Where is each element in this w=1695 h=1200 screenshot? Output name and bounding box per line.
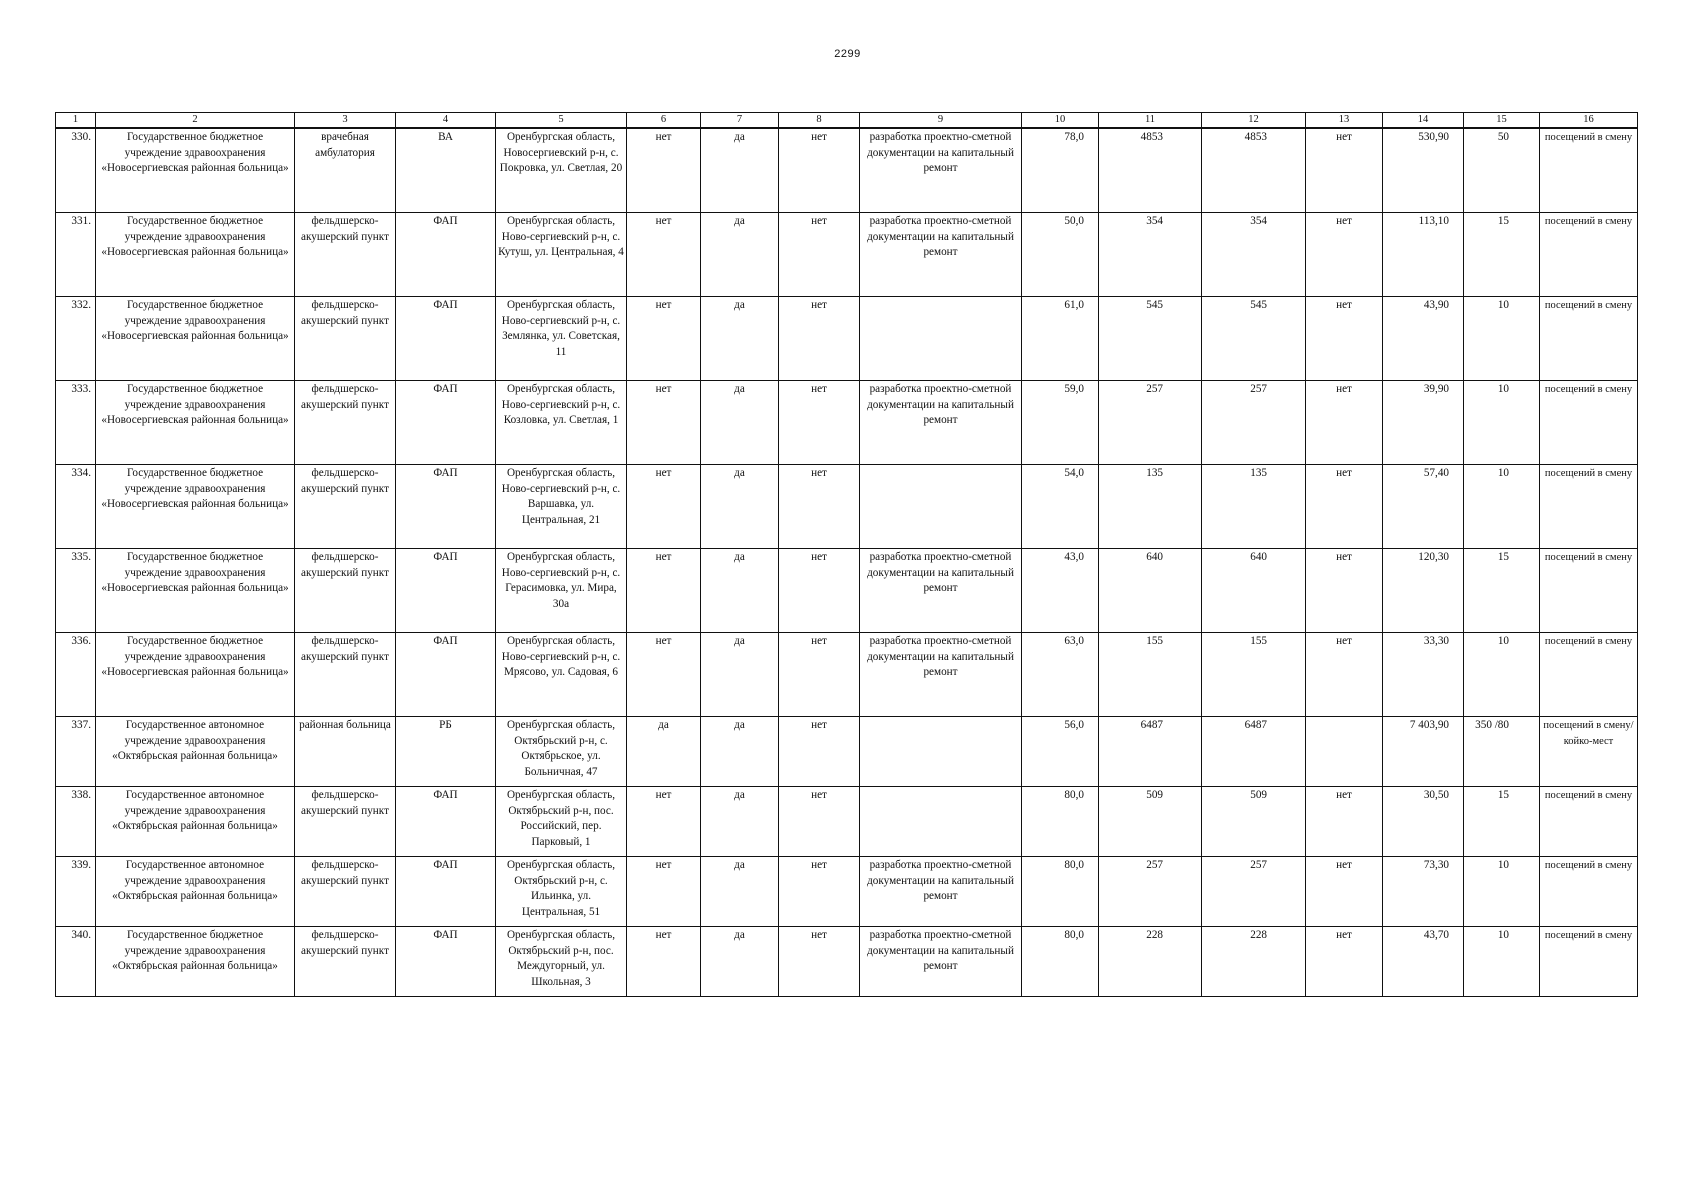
table-row bbox=[56, 633, 1638, 717]
address-cell: Оренбургская область, Октябрьский р-н, с. Ильинка, ул. Центральная, 51 bbox=[496, 857, 627, 927]
page-number: 2299 bbox=[834, 48, 861, 60]
area-cell: 54,0 bbox=[1022, 465, 1099, 549]
column-13-cell: нет bbox=[1306, 297, 1383, 381]
address-cell: Оренбургская область, Ново-сергиевский р-н, с. Землянка, ул. Советская, 11 bbox=[496, 297, 627, 381]
column-13-cell: нет bbox=[1306, 128, 1383, 213]
column-11-cell: 509 bbox=[1099, 787, 1202, 857]
capacity-cell: 10 bbox=[1464, 857, 1540, 927]
column-8-cell: нет bbox=[779, 465, 860, 549]
column-header: 12 bbox=[1202, 113, 1306, 129]
column-13-cell: нет bbox=[1306, 549, 1383, 633]
column-7-cell: да bbox=[701, 128, 779, 213]
column-12-cell: 545 bbox=[1202, 297, 1306, 381]
column-8-cell: нет bbox=[779, 213, 860, 297]
area-cell: 43,0 bbox=[1022, 549, 1099, 633]
row-number-cell: 335. bbox=[56, 549, 96, 633]
column-11-cell: 354 bbox=[1099, 213, 1202, 297]
column-header: 10 bbox=[1022, 113, 1099, 129]
column-8-cell: нет bbox=[779, 549, 860, 633]
organization-cell: Государственное автономное учреждение здравоохранения «Октябрьская районная больница» bbox=[96, 717, 295, 787]
column-8-cell: нет bbox=[779, 128, 860, 213]
address-cell: Оренбургская область, Ново-сергиевский р-н, с. Козловка, ул. Светлая, 1 bbox=[496, 381, 627, 465]
address-cell: Оренбургская область, Ново-сергиевский р-н, с. Герасимовка, ул. Мира, 30а bbox=[496, 549, 627, 633]
row-number-cell: 334. bbox=[56, 465, 96, 549]
column-7-cell: да bbox=[701, 717, 779, 787]
organization-cell: Государственное автономное учреждение здравоохранения «Октябрьская районная больница» bbox=[96, 787, 295, 857]
column-9-cell: разработка проектно-сметной документации на капитальный ремонт bbox=[860, 213, 1022, 297]
table-row bbox=[56, 549, 1638, 633]
capacity-unit-cell: посещений в смену bbox=[1540, 128, 1638, 213]
row-number-cell: 339. bbox=[56, 857, 96, 927]
facility-abbreviation-cell: ФАП bbox=[396, 633, 496, 717]
column-8-cell: нет bbox=[779, 633, 860, 717]
column-8-cell: нет bbox=[779, 381, 860, 465]
capacity-cell: 10 bbox=[1464, 297, 1540, 381]
column-7-cell: да bbox=[701, 787, 779, 857]
column-6-cell: да bbox=[627, 717, 701, 787]
amount-cell: 7 403,90 bbox=[1383, 717, 1464, 787]
facility-abbreviation-cell: ФАП bbox=[396, 927, 496, 997]
table-row bbox=[56, 465, 1638, 549]
capacity-cell: 10 bbox=[1464, 927, 1540, 997]
organization-cell: Государственное бюджетное учреждение здравоохранения «Новосергиевская районная больница» bbox=[96, 297, 295, 381]
column-13-cell: нет bbox=[1306, 927, 1383, 997]
facility-registry-table bbox=[55, 112, 1638, 997]
capacity-unit-cell: посещений в смену bbox=[1540, 633, 1638, 717]
column-8-cell: нет bbox=[779, 857, 860, 927]
table-row bbox=[56, 857, 1638, 927]
column-9-cell: разработка проектно-сметной документации на капитальный ремонт bbox=[860, 549, 1022, 633]
column-9-cell: разработка проектно-сметной документации на капитальный ремонт bbox=[860, 128, 1022, 213]
address-cell: Оренбургская область, Новосергиевский р-н, с. Покровка, ул. Светлая, 20 bbox=[496, 128, 627, 213]
column-12-cell: 6487 bbox=[1202, 717, 1306, 787]
area-cell: 59,0 bbox=[1022, 381, 1099, 465]
amount-cell: 113,10 bbox=[1383, 213, 1464, 297]
amount-cell: 33,30 bbox=[1383, 633, 1464, 717]
column-13-cell: нет bbox=[1306, 633, 1383, 717]
table-row bbox=[56, 787, 1638, 857]
capacity-unit-cell: посещений в смену bbox=[1540, 465, 1638, 549]
amount-cell: 43,90 bbox=[1383, 297, 1464, 381]
column-6-cell: нет bbox=[627, 857, 701, 927]
capacity-unit-cell: посещений в смену/койко-мест bbox=[1540, 717, 1638, 787]
column-13-cell: нет bbox=[1306, 213, 1383, 297]
column-12-cell: 257 bbox=[1202, 381, 1306, 465]
column-8-cell: нет bbox=[779, 717, 860, 787]
organization-cell: Государственное бюджетное учреждение здравоохранения «Октябрьская районная больница» bbox=[96, 927, 295, 997]
capacity-cell: 10 bbox=[1464, 633, 1540, 717]
table-row bbox=[56, 381, 1638, 465]
facility-type-cell: фельдшерско-акушерский пункт bbox=[295, 381, 396, 465]
facility-type-cell: фельдшерско-акушерский пункт bbox=[295, 857, 396, 927]
column-9-cell bbox=[860, 465, 1022, 549]
column-7-cell: да bbox=[701, 465, 779, 549]
column-9-cell: разработка проектно-сметной документации на капитальный ремонт bbox=[860, 381, 1022, 465]
address-cell: Оренбургская область, Ново-сергиевский р-н, с. Варшавка, ул. Центральная, 21 bbox=[496, 465, 627, 549]
facility-type-cell: фельдшерско-акушерский пункт bbox=[295, 927, 396, 997]
facility-type-cell: фельдшерско-акушерский пункт bbox=[295, 297, 396, 381]
column-6-cell: нет bbox=[627, 787, 701, 857]
column-9-cell bbox=[860, 717, 1022, 787]
facility-abbreviation-cell: ФАП bbox=[396, 297, 496, 381]
column-8-cell: нет bbox=[779, 787, 860, 857]
area-cell: 78,0 bbox=[1022, 128, 1099, 213]
column-7-cell: да bbox=[701, 213, 779, 297]
column-header: 13 bbox=[1306, 113, 1383, 129]
amount-cell: 120,30 bbox=[1383, 549, 1464, 633]
capacity-unit-cell: посещений в смену bbox=[1540, 857, 1638, 927]
table-row bbox=[56, 297, 1638, 381]
address-cell: Оренбургская область, Ново-сергиевский р-н, с. Кутуш, ул. Центральная, 4 bbox=[496, 213, 627, 297]
column-12-cell: 4853 bbox=[1202, 128, 1306, 213]
facility-abbreviation-cell: ФАП bbox=[396, 549, 496, 633]
organization-cell: Государственное бюджетное учреждение здравоохранения «Новосергиевская районная больница» bbox=[96, 633, 295, 717]
organization-cell: Государственное бюджетное учреждение здравоохранения «Новосергиевская районная больница» bbox=[96, 549, 295, 633]
column-6-cell: нет bbox=[627, 128, 701, 213]
facility-type-cell: фельдшерско-акушерский пункт bbox=[295, 213, 396, 297]
facility-abbreviation-cell: ФАП bbox=[396, 213, 496, 297]
row-number-cell: 332. bbox=[56, 297, 96, 381]
area-cell: 80,0 bbox=[1022, 857, 1099, 927]
column-12-cell: 509 bbox=[1202, 787, 1306, 857]
column-7-cell: да bbox=[701, 297, 779, 381]
column-13-cell bbox=[1306, 717, 1383, 787]
column-11-cell: 135 bbox=[1099, 465, 1202, 549]
amount-cell: 30,50 bbox=[1383, 787, 1464, 857]
amount-cell: 39,90 bbox=[1383, 381, 1464, 465]
row-number-cell: 338. bbox=[56, 787, 96, 857]
row-number-cell: 340. bbox=[56, 927, 96, 997]
column-12-cell: 640 bbox=[1202, 549, 1306, 633]
facility-abbreviation-cell: ФАП bbox=[396, 857, 496, 927]
column-12-cell: 135 bbox=[1202, 465, 1306, 549]
facility-type-cell: фельдшерско-акушерский пункт bbox=[295, 633, 396, 717]
column-header: 3 bbox=[295, 113, 396, 129]
organization-cell: Государственное бюджетное учреждение здравоохранения «Новосергиевская районная больница» bbox=[96, 213, 295, 297]
column-6-cell: нет bbox=[627, 297, 701, 381]
capacity-cell: 10 bbox=[1464, 465, 1540, 549]
column-header: 1 bbox=[56, 113, 96, 129]
organization-cell: Государственное бюджетное учреждение здравоохранения «Новосергиевская районная больница» bbox=[96, 381, 295, 465]
column-9-cell bbox=[860, 297, 1022, 381]
column-12-cell: 228 bbox=[1202, 927, 1306, 997]
column-7-cell: да bbox=[701, 549, 779, 633]
row-number-cell: 333. bbox=[56, 381, 96, 465]
column-8-cell: нет bbox=[779, 927, 860, 997]
column-header: 16 bbox=[1540, 113, 1638, 129]
capacity-cell: 50 bbox=[1464, 128, 1540, 213]
column-11-cell: 228 bbox=[1099, 927, 1202, 997]
column-9-cell: разработка проектно-сметной документации на капитальный ремонт bbox=[860, 857, 1022, 927]
column-11-cell: 640 bbox=[1099, 549, 1202, 633]
area-cell: 63,0 bbox=[1022, 633, 1099, 717]
column-header: 8 bbox=[779, 113, 860, 129]
column-9-cell: разработка проектно-сметной документации на капитальный ремонт bbox=[860, 927, 1022, 997]
column-13-cell: нет bbox=[1306, 381, 1383, 465]
organization-cell: Государственное автономное учреждение здравоохранения «Октябрьская районная больница» bbox=[96, 857, 295, 927]
column-11-cell: 257 bbox=[1099, 857, 1202, 927]
facility-type-cell: районная больница bbox=[295, 717, 396, 787]
column-6-cell: нет bbox=[627, 927, 701, 997]
capacity-unit-cell: посещений в смену bbox=[1540, 381, 1638, 465]
capacity-unit-cell: посещений в смену bbox=[1540, 213, 1638, 297]
column-12-cell: 257 bbox=[1202, 857, 1306, 927]
area-cell: 61,0 bbox=[1022, 297, 1099, 381]
column-7-cell: да bbox=[701, 381, 779, 465]
column-13-cell: нет bbox=[1306, 857, 1383, 927]
facility-abbreviation-cell: РБ bbox=[396, 717, 496, 787]
column-11-cell: 545 bbox=[1099, 297, 1202, 381]
column-header: 9 bbox=[860, 113, 1022, 129]
capacity-unit-cell: посещений в смену bbox=[1540, 297, 1638, 381]
organization-cell: Государственное бюджетное учреждение здравоохранения «Новосергиевская районная больница» bbox=[96, 128, 295, 213]
facility-abbreviation-cell: ФАП bbox=[396, 787, 496, 857]
column-header: 7 bbox=[701, 113, 779, 129]
column-header: 5 bbox=[496, 113, 627, 129]
address-cell: Оренбургская область, Октябрьский р-н, с. Октябрьское, ул. Больничная, 47 bbox=[496, 717, 627, 787]
column-header: 4 bbox=[396, 113, 496, 129]
row-number-cell: 336. bbox=[56, 633, 96, 717]
amount-cell: 57,40 bbox=[1383, 465, 1464, 549]
capacity-cell: 15 bbox=[1464, 787, 1540, 857]
column-header: 15 bbox=[1464, 113, 1540, 129]
area-cell: 80,0 bbox=[1022, 927, 1099, 997]
column-7-cell: да bbox=[701, 857, 779, 927]
area-cell: 80,0 bbox=[1022, 787, 1099, 857]
capacity-cell: 10 bbox=[1464, 381, 1540, 465]
area-cell: 56,0 bbox=[1022, 717, 1099, 787]
column-7-cell: да bbox=[701, 633, 779, 717]
column-13-cell: нет bbox=[1306, 465, 1383, 549]
amount-cell: 530,90 bbox=[1383, 128, 1464, 213]
column-11-cell: 155 bbox=[1099, 633, 1202, 717]
facility-abbreviation-cell: ФАП bbox=[396, 465, 496, 549]
column-12-cell: 155 bbox=[1202, 633, 1306, 717]
table-row bbox=[56, 128, 1638, 213]
column-header: 6 bbox=[627, 113, 701, 129]
facility-type-cell: фельдшерско-акушерский пункт bbox=[295, 465, 396, 549]
row-number-cell: 330. bbox=[56, 128, 96, 213]
table-row bbox=[56, 213, 1638, 297]
address-cell: Оренбургская область, Ново-сергиевский р-н, с. Мрясово, ул. Садовая, 6 bbox=[496, 633, 627, 717]
column-6-cell: нет bbox=[627, 213, 701, 297]
capacity-cell: 15 bbox=[1464, 213, 1540, 297]
capacity-cell: 350 /80 bbox=[1464, 717, 1540, 787]
column-6-cell: нет bbox=[627, 633, 701, 717]
column-header: 2 bbox=[96, 113, 295, 129]
column-12-cell: 354 bbox=[1202, 213, 1306, 297]
column-11-cell: 257 bbox=[1099, 381, 1202, 465]
area-cell: 50,0 bbox=[1022, 213, 1099, 297]
address-cell: Оренбургская область, Октябрьский р-н, пос. Российский, пер. Парковый, 1 bbox=[496, 787, 627, 857]
table-body bbox=[56, 128, 1638, 997]
capacity-unit-cell: посещений в смену bbox=[1540, 549, 1638, 633]
capacity-unit-cell: посещений в смену bbox=[1540, 787, 1638, 857]
table-row bbox=[56, 717, 1638, 787]
amount-cell: 73,30 bbox=[1383, 857, 1464, 927]
column-13-cell: нет bbox=[1306, 787, 1383, 857]
column-6-cell: нет bbox=[627, 465, 701, 549]
organization-cell: Государственное бюджетное учреждение здравоохранения «Новосергиевская районная больница» bbox=[96, 465, 295, 549]
column-header: 14 bbox=[1383, 113, 1464, 129]
facility-abbreviation-cell: ВА bbox=[396, 128, 496, 213]
column-11-cell: 4853 bbox=[1099, 128, 1202, 213]
column-11-cell: 6487 bbox=[1099, 717, 1202, 787]
column-9-cell bbox=[860, 787, 1022, 857]
amount-cell: 43,70 bbox=[1383, 927, 1464, 997]
facility-type-cell: фельдшерско-акушерский пункт bbox=[295, 787, 396, 857]
capacity-unit-cell: посещений в смену bbox=[1540, 927, 1638, 997]
column-header: 11 bbox=[1099, 113, 1202, 129]
facility-type-cell: фельдшерско-акушерский пункт bbox=[295, 549, 396, 633]
address-cell: Оренбургская область, Октябрьский р-н, пос. Междугорный, ул. Школьная, 3 bbox=[496, 927, 627, 997]
column-7-cell: да bbox=[701, 927, 779, 997]
facility-abbreviation-cell: ФАП bbox=[396, 381, 496, 465]
column-8-cell: нет bbox=[779, 297, 860, 381]
capacity-cell: 15 bbox=[1464, 549, 1540, 633]
row-number-cell: 331. bbox=[56, 213, 96, 297]
column-6-cell: нет bbox=[627, 549, 701, 633]
facility-type-cell: врачебная амбулатория bbox=[295, 128, 396, 213]
column-9-cell: разработка проектно-сметной документации на капитальный ремонт bbox=[860, 633, 1022, 717]
table-row bbox=[56, 927, 1638, 997]
row-number-cell: 337. bbox=[56, 717, 96, 787]
column-6-cell: нет bbox=[627, 381, 701, 465]
column-number-row bbox=[56, 113, 1638, 129]
